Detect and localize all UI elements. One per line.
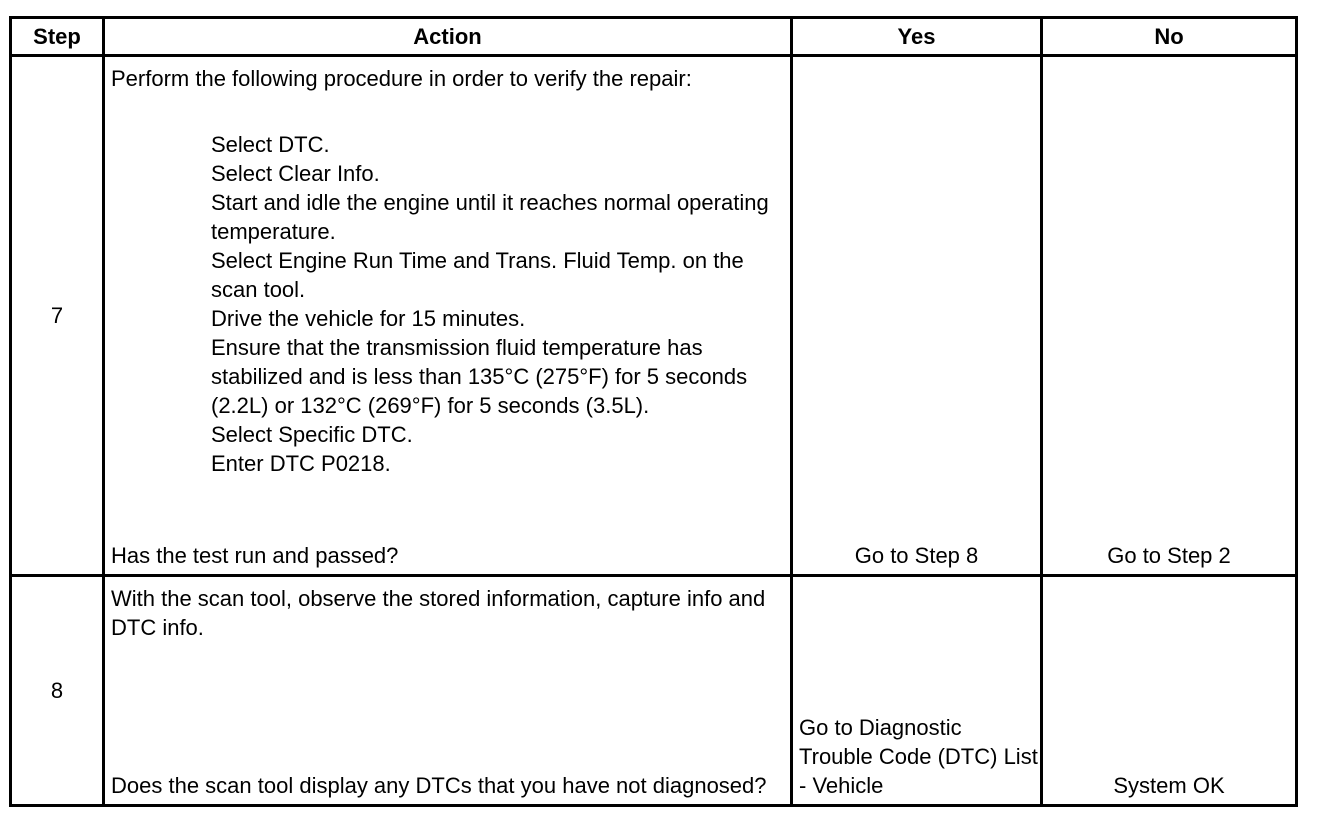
action-question: Has the test run and passed? — [111, 543, 399, 568]
no-outcome: Go to Step 2 — [1107, 543, 1231, 568]
procedure-item: Select Specific DTC. — [211, 422, 413, 447]
procedure-list — [211, 130, 786, 478]
table-row — [11, 56, 1297, 576]
header-action: Action — [104, 18, 792, 56]
yes-cell — [792, 576, 1042, 806]
procedure-item: Start and idle the engine until it reaches normal operating temperature. — [211, 190, 769, 244]
header-row — [11, 18, 1297, 56]
no-outcome: System OK — [1113, 773, 1225, 798]
header-no: No — [1042, 18, 1297, 56]
action-cell — [104, 56, 792, 576]
no-cell — [1042, 576, 1297, 806]
procedure-item: Drive the vehicle for 15 minutes. — [211, 306, 526, 331]
yes-cell — [792, 56, 1042, 576]
procedure-item: Select DTC. — [211, 132, 330, 157]
diagnostic-table — [9, 16, 1298, 807]
table-row — [11, 576, 1297, 806]
step-number: 7 — [11, 56, 104, 576]
procedure-item: Select Engine Run Time and Trans. Fluid Temp. on the scan tool. — [211, 248, 744, 302]
no-cell — [1042, 56, 1297, 576]
procedure-item: Select Clear Info. — [211, 161, 380, 186]
step-number: 8 — [11, 576, 104, 806]
action-cell — [104, 576, 792, 806]
action-intro: With the scan tool, observe the stored information, capture info and DTC info. — [111, 586, 766, 640]
header-step: Step — [11, 18, 104, 56]
header-yes: Yes — [792, 18, 1042, 56]
procedure-item: Enter DTC P0218. — [211, 451, 391, 476]
yes-outcome: Go to Diagnostic Trouble Code (DTC) List - Vehicle — [799, 715, 1038, 798]
procedure-item: Ensure that the transmission fluid temperature has stabilized and is less than 135°C (275°F) for 5 seconds (2.2L) or 132°C (269°F) for 5 seconds (3.5L). — [211, 335, 748, 418]
yes-outcome: Go to Step 8 — [854, 543, 979, 568]
action-intro: Perform the following procedure in order to verify the repair: — [111, 66, 692, 91]
action-question: Does the scan tool display any DTCs that you have not diagnosed? — [111, 773, 767, 798]
